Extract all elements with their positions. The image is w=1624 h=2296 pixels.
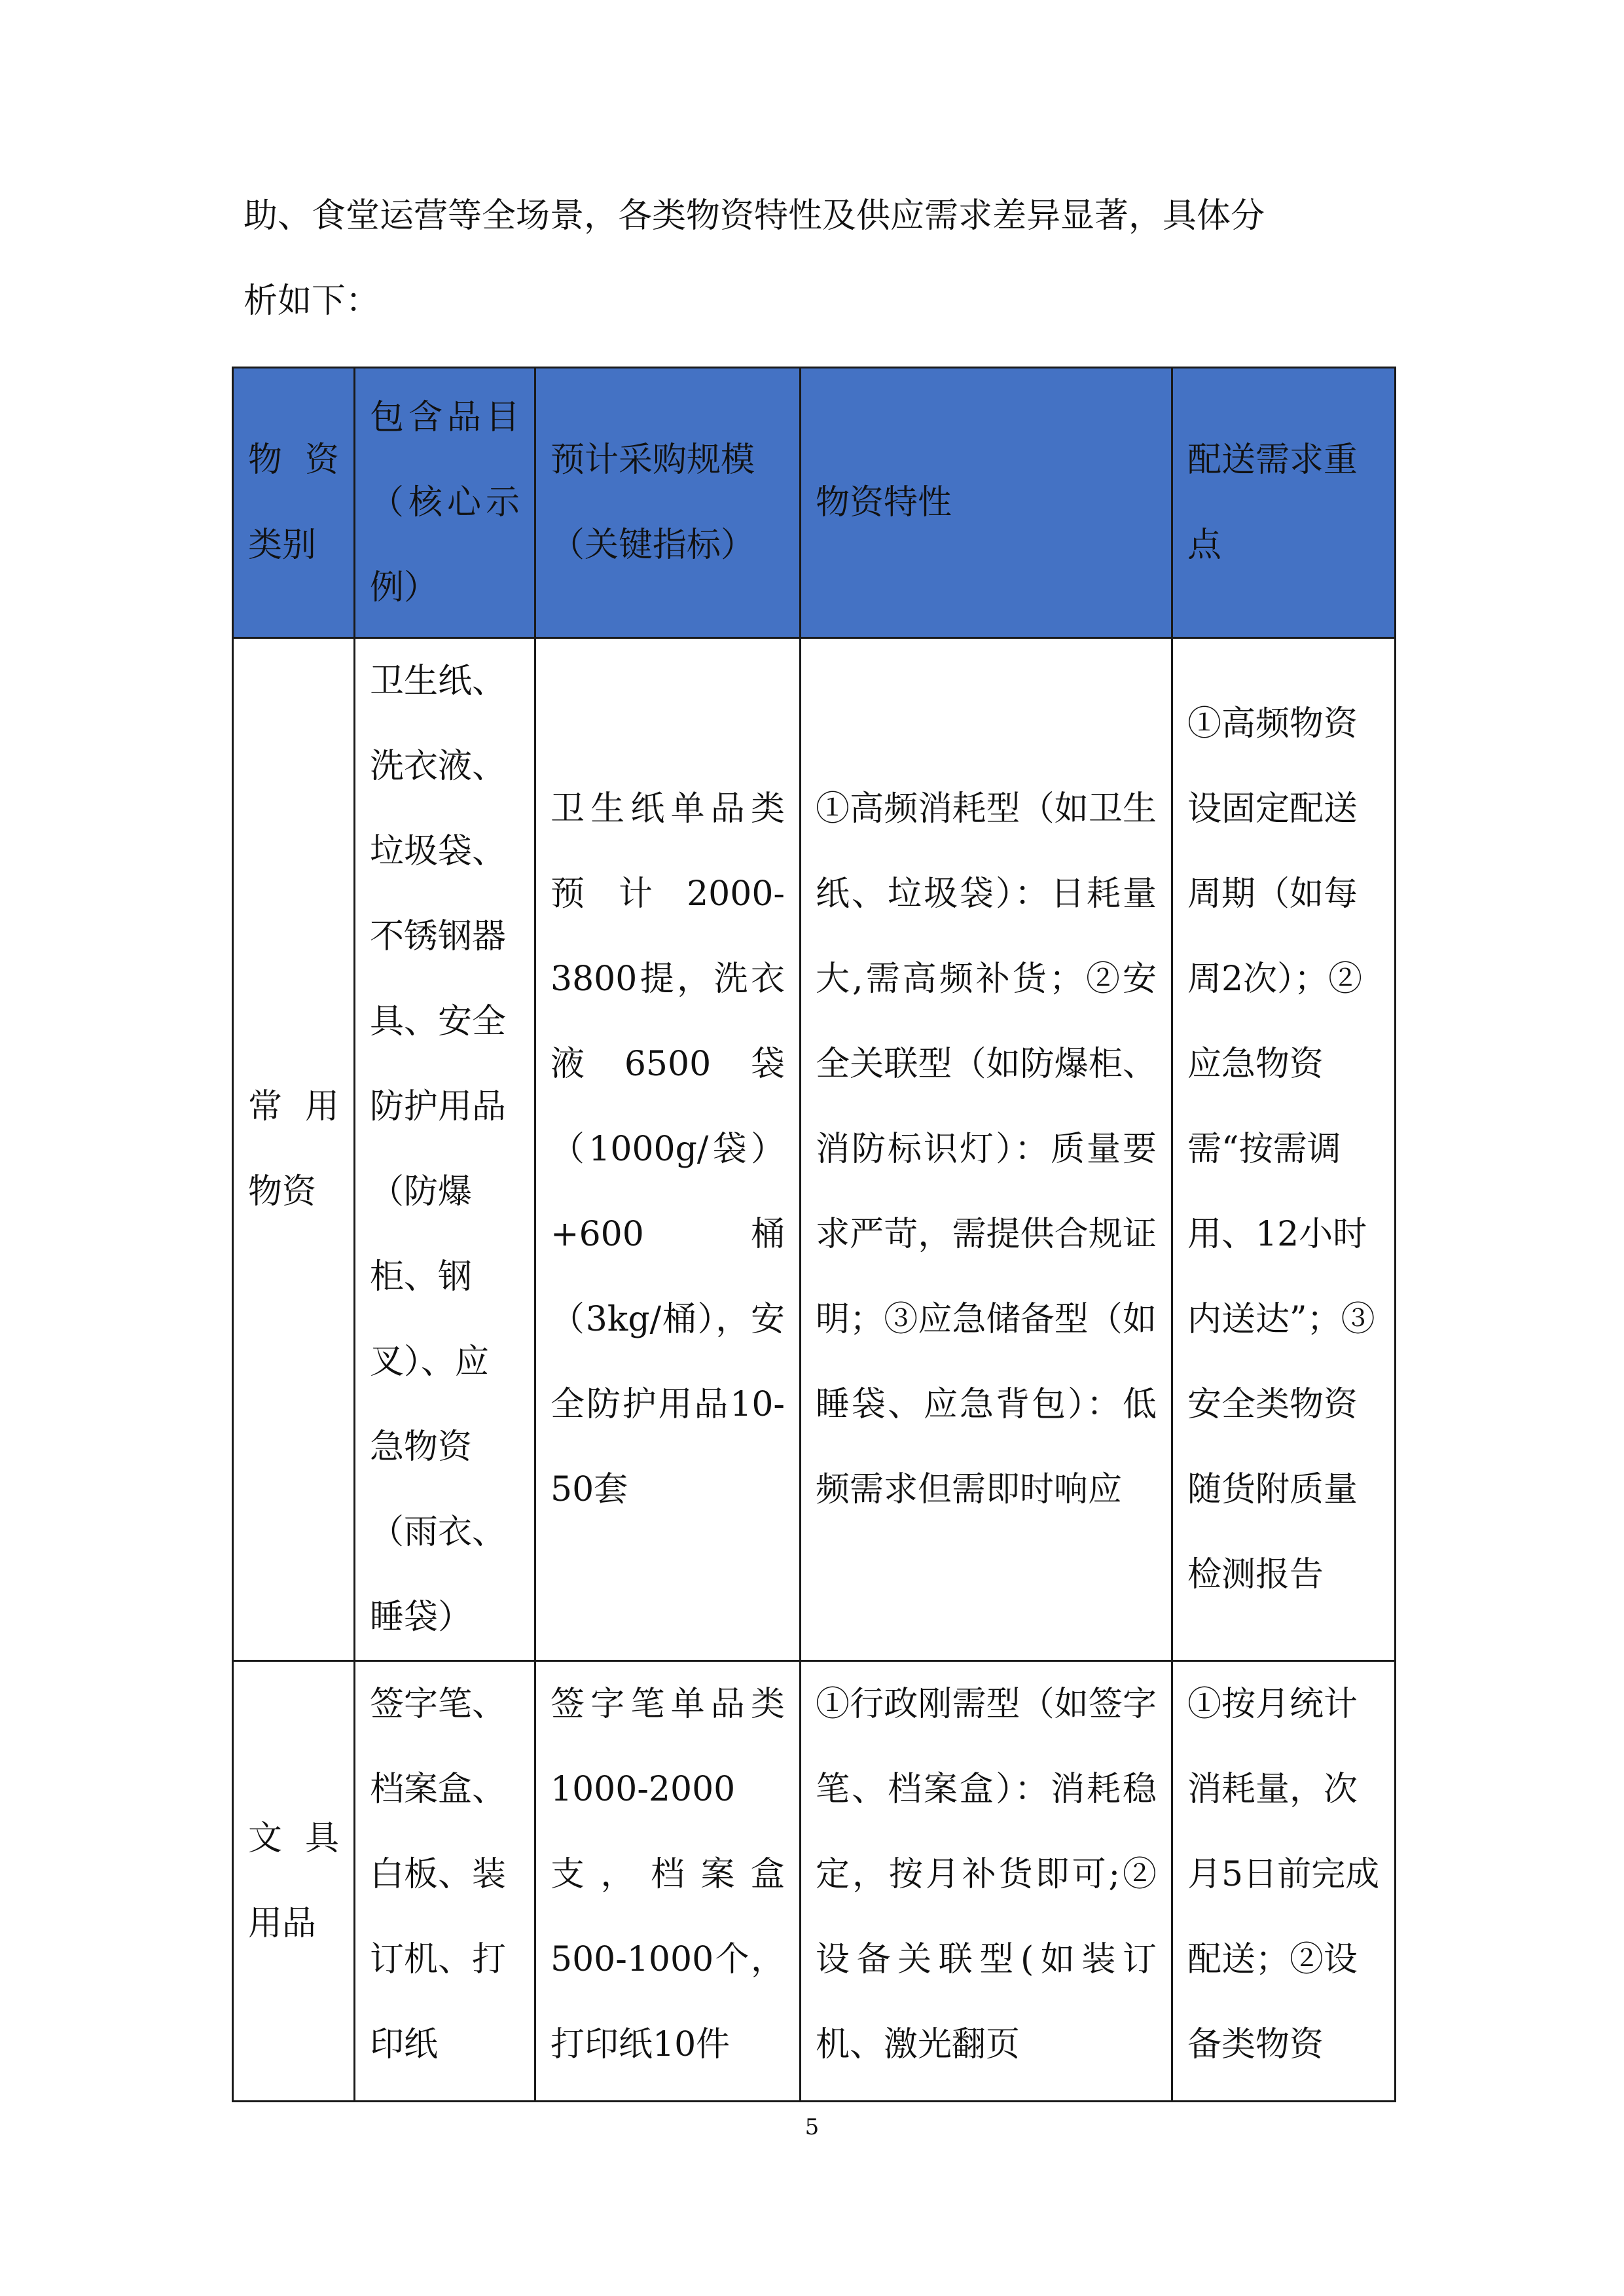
- materials-table: [232, 367, 1396, 2102]
- cell-category: 文 具 用品: [233, 1661, 355, 2102]
- cell-category: 常 用 物资: [233, 638, 355, 1661]
- header-scale: 预计采购规模（关键指标）: [535, 368, 801, 638]
- table-row: [233, 638, 1396, 1661]
- cell-delivery: ①按月统计消耗量，次月5日前完成配送；②设备类物资: [1172, 1661, 1396, 2102]
- cell-scale: 签字笔单品类1000-2000支，档案盒500-1000个，打印纸10件: [535, 1661, 801, 2102]
- intro-line-2: 析如下：: [244, 281, 380, 321]
- page-number: 5: [804, 2114, 820, 2140]
- cell-items: 签字笔、档案盒、白板、装订机、打印纸: [355, 1661, 535, 2102]
- cell-scale: 卫生纸单品类预计2000-3800提，洗衣液6500袋（1000g/袋）+600桶（3kg/桶），安全防护用品10-50套: [535, 638, 801, 1661]
- header-category: 物 资 类别: [233, 368, 355, 638]
- table-row: [233, 1661, 1396, 2102]
- header-items: 包含品目（核心示例）: [355, 368, 535, 638]
- intro-line-1: 助、食堂运营等全场景，各类物资特性及供应需求差异显著，具体分: [244, 196, 1265, 236]
- cell-delivery: ①高频物资设固定配送周期（如每周2次）；②应急物资需“按需调用、12小时内送达”；③安全类物资随货附质量检测报告: [1172, 638, 1396, 1661]
- header-traits: 物资特性: [801, 368, 1172, 638]
- cell-traits: ①高频消耗型（如卫生纸、垃圾袋）：日耗量大,需高频补货；②安全关联型（如防爆柜、消防标识灯）：质量要求严苛，需提供合规证明；③应急储备型（如睡袋、应急背包）：低频需求但需即时响应: [801, 638, 1172, 1661]
- cell-traits: ①行政刚需型（如签字笔、档案盒）：消耗稳定，按月补货即可;②设备关联型(如装订机、激光翻页: [801, 1661, 1172, 2102]
- table-header-row: [233, 368, 1396, 638]
- cell-items: 卫生纸、洗衣液、垃圾袋、不锈钢器具、安全防护用品（防爆柜、钢叉）、应急物资（雨衣、睡袋）: [355, 638, 535, 1661]
- intro-paragraph: [244, 173, 1389, 344]
- header-delivery: 配送需求重点: [1172, 368, 1396, 638]
